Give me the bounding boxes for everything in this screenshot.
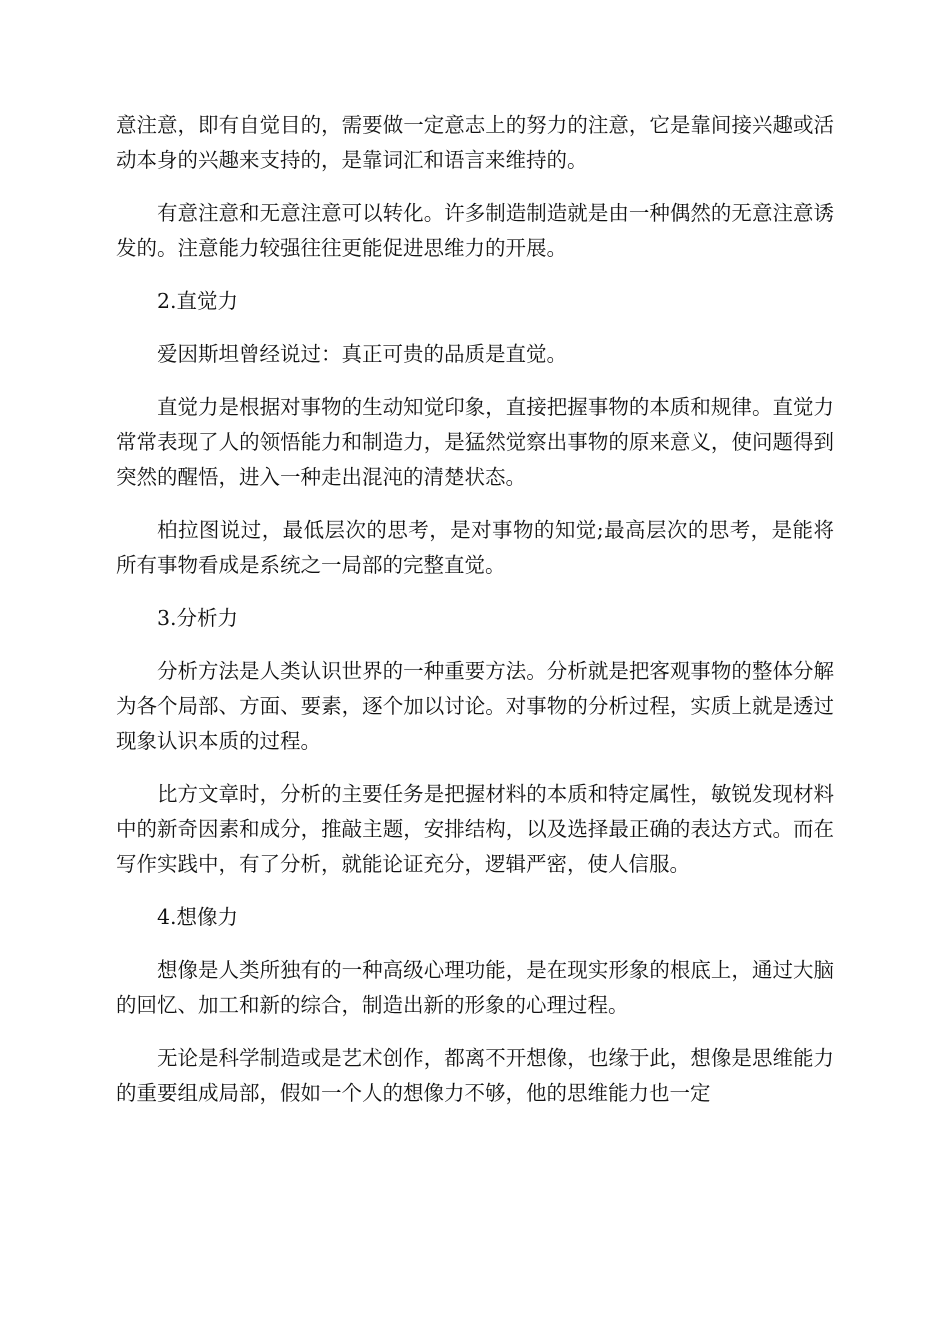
section-heading-imagination: 4.想像力 [157, 905, 239, 929]
paragraph-plato-quote: 柏拉图说过，最低层次的思考，是对事物的知觉;最高层次的思考，是能将所有事物看成是系统之一局部的完整直觉。 [116, 518, 834, 577]
paragraph-einstein-quote: 爱因斯坦曾经说过：真正可贵的品质是直觉。 [157, 342, 567, 366]
paragraph-continued-attention: 意注意，即有自觉目的，需要做一定意志上的努力的注意，它是靠间接兴趣或活动本身的兴趣来支持的，是靠词汇和语言来维持的。 [116, 113, 834, 172]
paragraph-imagination-importance: 无论是科学制造或是艺术创作，都离不开想像，也缘于此，想像是思维能力的重要组成局部，假如一个人的想像力不够，他的思维能力也一定 [116, 1046, 834, 1105]
paragraph-analysis-writing: 比方文章时，分析的主要任务是把握材料的本质和特定属性，敏锐发现材料中的新奇因素和成分，推敲主题，安排结构，以及选择最正确的表达方式。而在写作实践中，有了分析，就能论证充分，逻辑严密，使人信服。 [116, 782, 834, 876]
section-heading-intuition: 2.直觉力 [157, 289, 239, 313]
document-body [116, 108, 834, 1129]
paragraph-attention-conversion: 有意注意和无意注意可以转化。许多制造制造就是由一种偶然的无意注意诱发的。注意能力较强往往更能促进思维力的开展。 [116, 201, 834, 260]
paragraph-imagination-definition: 想像是人类所独有的一种高级心理功能，是在现实形象的根底上，通过大脑的回忆、加工和新的综合，制造出新的形象的心理过程。 [116, 958, 834, 1017]
paragraph-intuition-definition: 直觉力是根据对事物的生动知觉印象，直接把握事物的本质和规律。直觉力常常表现了人的领悟能力和制造力，是猛然觉察出事物的原来意义，使问题得到突然的醒悟，进入一种走出混沌的清楚状态。 [116, 395, 834, 489]
section-heading-analysis: 3.分析力 [157, 606, 239, 630]
paragraph-analysis-method: 分析方法是人类认识世界的一种重要方法。分析就是把客观事物的整体分解为各个局部、方面、要素，逐个加以讨论。对事物的分析过程，实质上就是透过现象认识本质的过程。 [116, 659, 834, 753]
